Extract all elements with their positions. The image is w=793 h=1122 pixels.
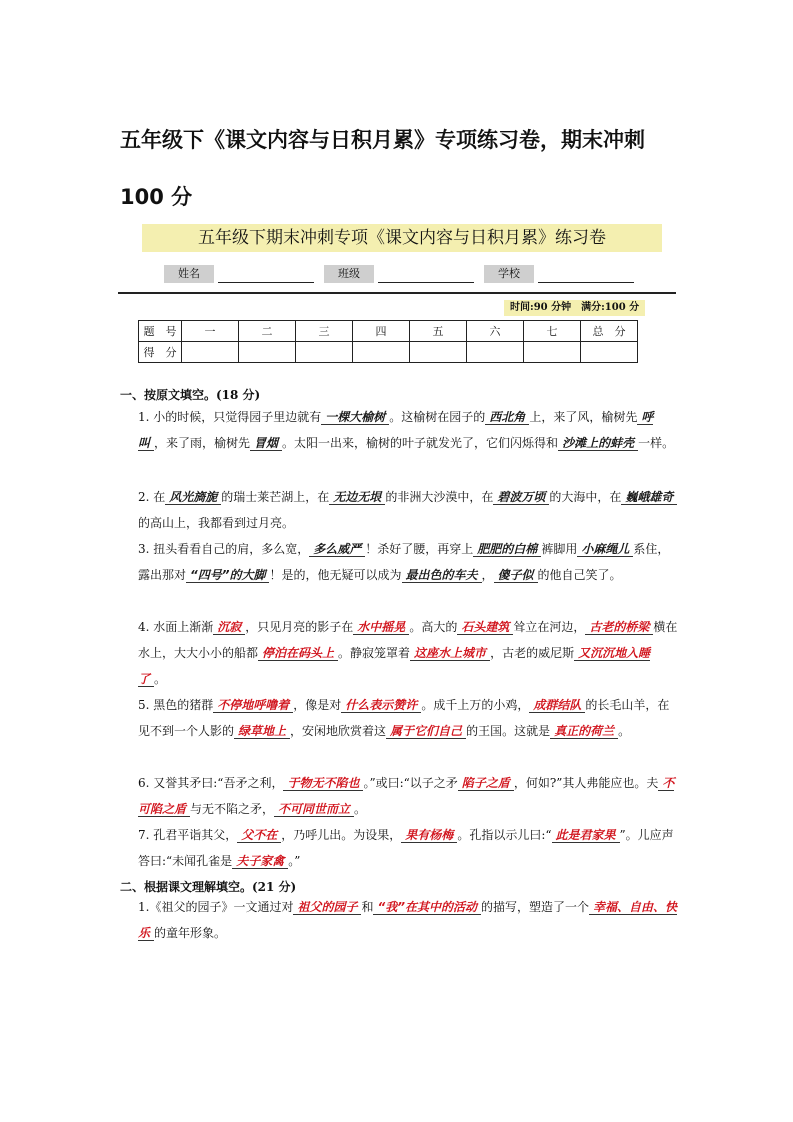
handwritten-answer: 这座水上城市 <box>410 646 490 661</box>
handwritten-answer: 沉寂 <box>213 620 245 635</box>
worksheet-banner: 五年级下期末冲刺专项《课文内容与日积月累》练习卷 <box>142 224 662 252</box>
question-text: ，乃呼儿出。为设果， <box>281 828 402 842</box>
handwritten-answer: 父不在 <box>237 828 281 843</box>
handwritten-answer: 祖父的园子 <box>293 900 361 915</box>
handwritten-answer: 真正的荷兰 <box>550 724 618 739</box>
question-2 <box>138 484 678 536</box>
question-text: 4. 水面上渐渐 <box>138 620 214 634</box>
handwritten-answer: 果有杨梅 <box>401 828 457 843</box>
handwritten-answer: 属于它们自己 <box>386 724 466 739</box>
question-text: 系住，露出那对 <box>138 542 670 582</box>
table-cell <box>524 342 581 363</box>
worksheet-image <box>112 218 682 948</box>
handwritten-answer: 于物无不陷也 <box>283 776 363 791</box>
table-cell <box>239 342 296 363</box>
question-text: 。高大的 <box>409 620 458 634</box>
question-text: 的描写，塑造了一个 <box>480 900 589 914</box>
question-text: ， <box>481 568 494 582</box>
handwritten-answer: 不可同世而立 <box>274 802 354 817</box>
handwritten-answer: 小麻绳儿 <box>577 542 633 557</box>
question-text: ！杀好了腰，再穿上 <box>365 542 474 556</box>
document-title: 五年级下《课文内容与日积月累》专项练习卷，期末冲刺 100 分 <box>120 128 645 209</box>
section-1-heading: 一、按原文填空。(18 分) <box>120 388 261 402</box>
handwritten-answer: 古老的桥梁 <box>585 620 653 635</box>
question-text: 。”或曰:“以子之矛 <box>363 776 458 790</box>
question-text: 横在水上，大大小小的船都 <box>138 620 678 660</box>
question-text: ！是的，他无疑可以成为 <box>269 568 402 582</box>
handwritten-answer: 陷子之盾 <box>458 776 514 791</box>
question-text: 。成千上万的小鸡， <box>421 698 530 712</box>
question-text: ，来了雨，榆树先 <box>154 436 251 450</box>
handwritten-answer: 呼叫 <box>138 410 654 450</box>
school-line <box>538 282 634 283</box>
school-label: 学校 <box>484 265 534 283</box>
question-text: 的王国。这就是 <box>466 724 551 738</box>
table-cell: 七 <box>524 321 581 342</box>
question-text: 1. 小的时候，只觉得园子里边就有 <box>138 410 322 424</box>
table-cell: 得 分 <box>139 342 182 363</box>
table-cell: 一 <box>182 321 239 342</box>
handwritten-answer: 傻子似 <box>494 568 538 583</box>
question-3 <box>138 536 678 588</box>
question-text: 。孔指以示儿曰:“ <box>457 828 552 842</box>
table-cell <box>467 342 524 363</box>
question-text: 和 <box>361 900 374 914</box>
question-text: 与无不陷之矛， <box>190 802 275 816</box>
table-cell: 四 <box>353 321 410 342</box>
question-text: ”。儿应声答曰:“未闻孔雀是 <box>138 828 674 868</box>
question-text: ，像是对 <box>293 698 342 712</box>
table-cell: 三 <box>296 321 353 342</box>
question-text: 1.《祖父的园子》一文通过对 <box>138 900 294 914</box>
class-label: 班级 <box>324 265 374 283</box>
table-cell: 二 <box>239 321 296 342</box>
handwritten-answer: 夫子家禽 <box>232 854 288 869</box>
question-text: 。 <box>354 802 367 816</box>
question-text: ，古老的威尼斯 <box>490 646 575 660</box>
question-text: 的高山上，我都看到过月亮。 <box>138 516 295 530</box>
question-text: 耸立在河边， <box>513 620 586 634</box>
question-text: 6. 又誉其矛曰:“吾矛之利， <box>138 776 284 790</box>
question-text: 。 <box>618 724 631 738</box>
handwritten-answer: 成群结队 <box>529 698 585 713</box>
handwritten-answer: 石头建筑 <box>457 620 513 635</box>
question-text: 一样。 <box>638 436 675 450</box>
question-text: 。 <box>154 672 167 686</box>
name-label: 姓名 <box>164 265 214 283</box>
table-cell: 五 <box>410 321 467 342</box>
handwritten-answer: 沙滩上的蚌壳 <box>558 436 638 451</box>
table-cell: 题 号 <box>139 321 182 342</box>
handwritten-answer: 不停地呼噜着 <box>213 698 293 713</box>
question-text: 7. 孔君平诣其父， <box>138 828 238 842</box>
question-text: 。这榆树在园子的 <box>389 410 486 424</box>
handwritten-answer: 此是君家果 <box>552 828 620 843</box>
question-4 <box>138 614 678 692</box>
question-7 <box>138 822 678 874</box>
table-cell <box>296 342 353 363</box>
question-6 <box>138 770 678 822</box>
question-text: 3. 扭头看看自己的肩，多么宽， <box>138 542 310 556</box>
handwritten-answer: 冒烟 <box>250 436 282 451</box>
handwritten-answer: 绿草地上 <box>234 724 290 739</box>
table-cell <box>410 342 467 363</box>
score-table-row <box>139 321 638 342</box>
question-1 <box>138 404 678 456</box>
question-text: 的童年形象。 <box>154 926 227 940</box>
question-text: ，只见月亮的影子在 <box>245 620 354 634</box>
question-text: 的瑞士莱芒湖上，在 <box>221 490 330 504</box>
handwritten-answer: “四号”的大脚 <box>186 568 269 583</box>
handwritten-answer: 水中摇晃 <box>353 620 409 635</box>
score-table-row <box>139 342 638 363</box>
handwritten-answer: “我”在其中的活动 <box>373 900 480 915</box>
handwritten-answer: 什么表示赞许 <box>341 698 421 713</box>
question-text: 。静寂笼罩着 <box>338 646 411 660</box>
table-cell <box>581 342 638 363</box>
question-5 <box>138 692 678 744</box>
table-cell <box>353 342 410 363</box>
table-cell <box>182 342 239 363</box>
question-8 <box>138 894 678 946</box>
question-text: 的他自己笑了。 <box>537 568 622 582</box>
header-rule <box>118 292 676 294</box>
class-line <box>378 282 474 283</box>
handwritten-answer: 碧波万顷 <box>493 490 549 505</box>
handwritten-answer: 西北角 <box>485 410 529 425</box>
handwritten-answer: 幸福、自由、快乐 <box>138 900 677 940</box>
handwritten-answer: 不可陷之盾 <box>138 776 675 816</box>
handwritten-answer: 停泊在码头上 <box>258 646 338 661</box>
student-info-row <box>164 263 644 289</box>
table-cell: 总 分 <box>581 321 638 342</box>
question-text: 上，来了风，榆树先 <box>529 410 638 424</box>
question-text: 的大海中，在 <box>549 490 622 504</box>
question-text: 5. 黑色的猪群 <box>138 698 214 712</box>
section-2-heading: 二、根据课文理解填空。(21 分) <box>120 880 297 894</box>
question-text: 2. 在 <box>138 490 166 504</box>
question-text: 。” <box>288 854 301 868</box>
score-table <box>138 320 638 363</box>
question-text: 的非洲大沙漠中，在 <box>385 490 494 504</box>
handwritten-answer: 肥肥的白棉 <box>473 542 541 557</box>
question-text: 。太阳一出来，榆树的叶子就发光了，它们闪烁得和 <box>282 436 559 450</box>
time-score-label: 时间:90 分钟 满分:100 分 <box>504 300 645 316</box>
handwritten-answer: 巍峨雄奇 <box>621 490 677 505</box>
question-text: 裤脚用 <box>541 542 578 556</box>
handwritten-answer: 无边无垠 <box>329 490 385 505</box>
question-text: 的长毛山羊，在见不到一个人影的 <box>138 698 670 738</box>
handwritten-answer: 多么威严 <box>309 542 365 557</box>
handwritten-answer: 最出色的车夫 <box>402 568 482 583</box>
handwritten-answer: 风光旖旎 <box>165 490 221 505</box>
table-cell: 六 <box>467 321 524 342</box>
name-line <box>218 282 314 283</box>
question-text: ，何如?”其人弗能应也。夫 <box>513 776 659 790</box>
handwritten-answer: 又沉沉地入睡了 <box>138 646 651 686</box>
question-text: ，安闲地欣赏着这 <box>290 724 387 738</box>
handwritten-answer: 一棵大榆树 <box>321 410 389 425</box>
